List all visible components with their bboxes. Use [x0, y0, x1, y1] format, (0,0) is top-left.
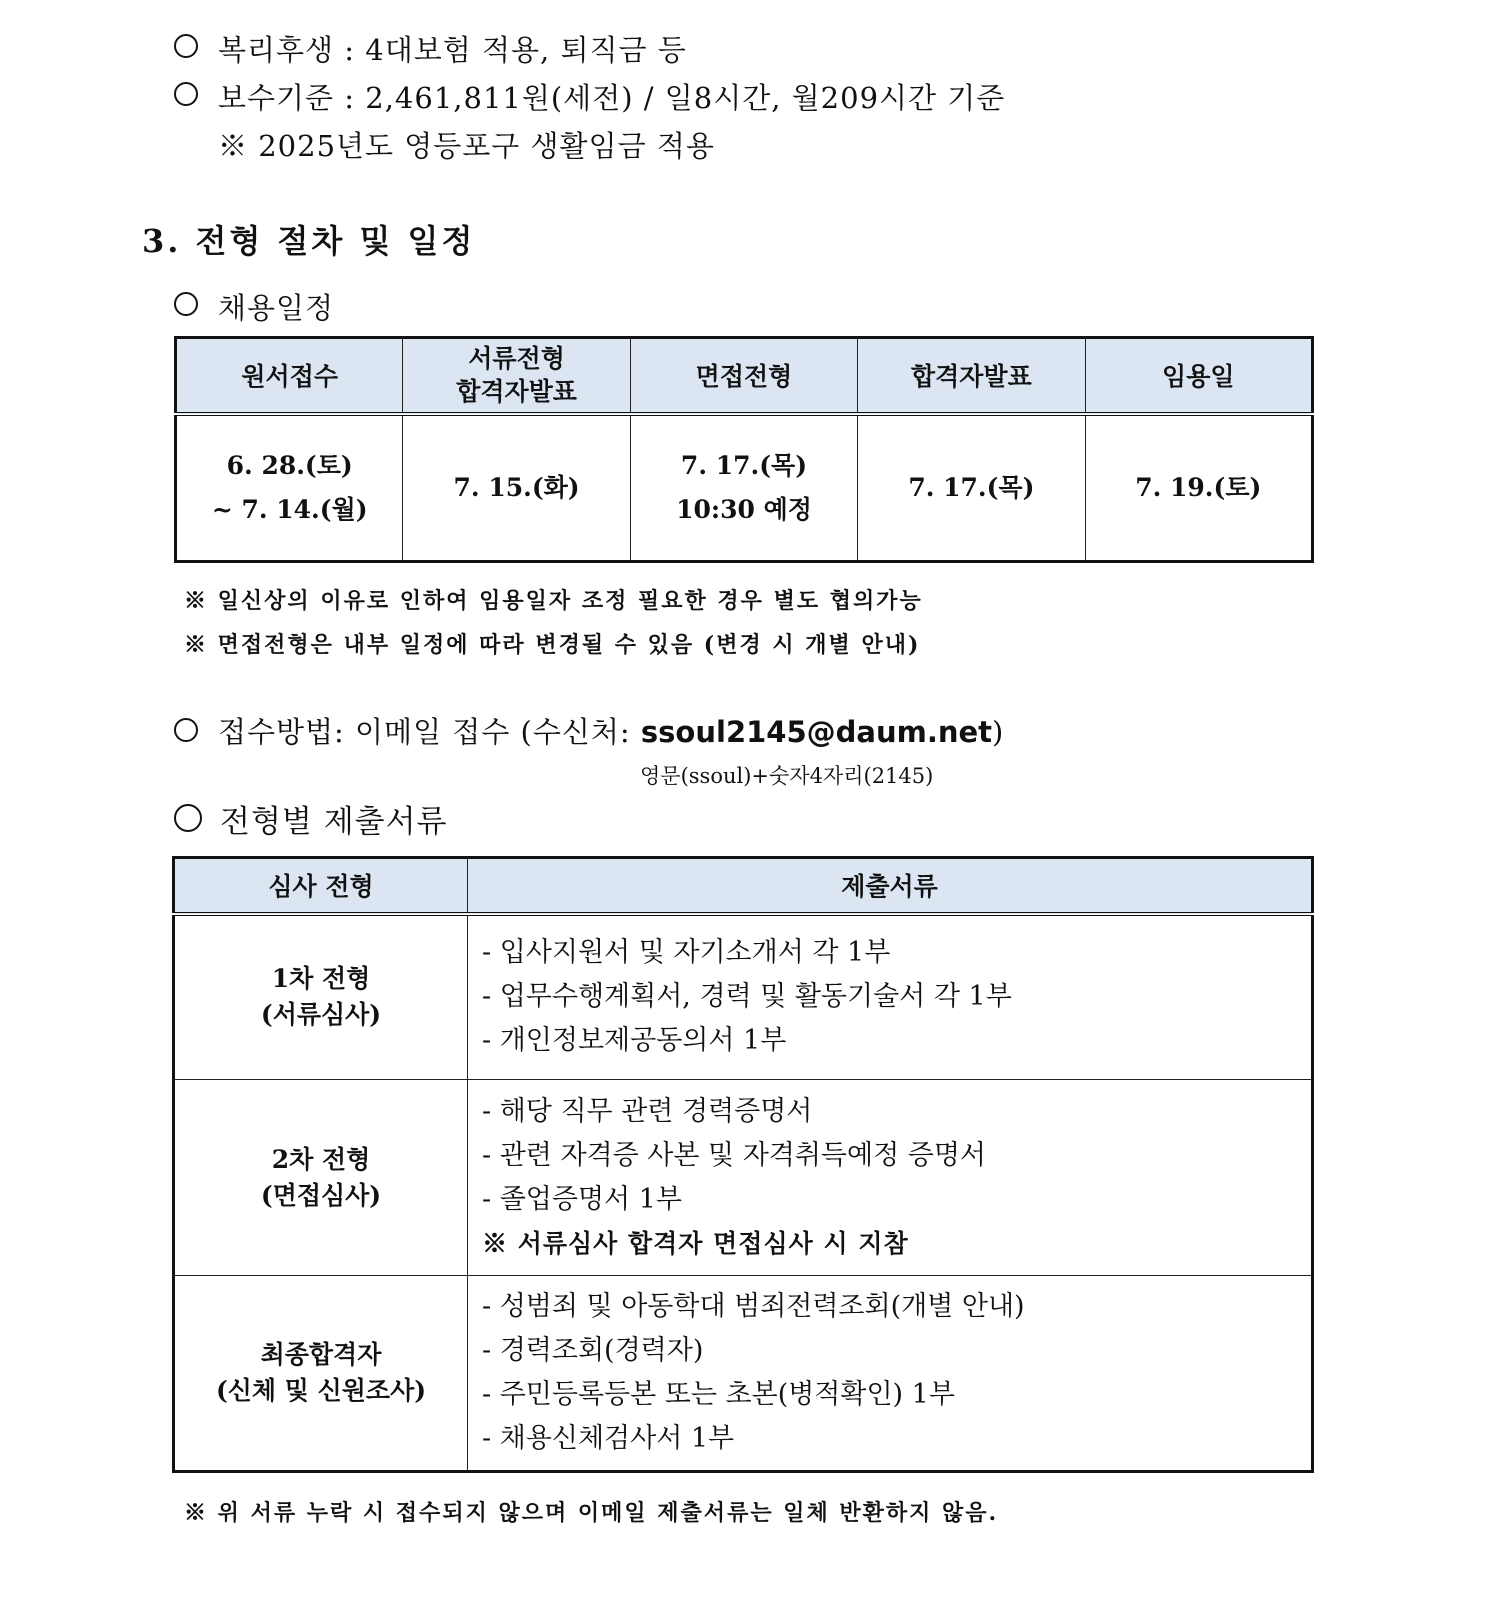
header-final-result: 합격자발표 [858, 338, 1085, 414]
document-item: - 입사지원서 및 자기소개서 각 1부 [482, 937, 891, 969]
document-item: - 개인정보제공동의서 1부 [482, 1025, 787, 1057]
document-item: - 경력조회(경력자) [482, 1335, 704, 1366]
stage-subtitle: (서류심사) [260, 1000, 382, 1030]
stage-cell [174, 914, 468, 1080]
stage-title: 최종합격자 [260, 1340, 382, 1369]
schedule-note-2: ※ 면접전형은 내부 일정에 따라 변경될 수 있음 (변경 시 개별 안내) [184, 632, 921, 658]
cell-start-date: 7. 19.(토) [1085, 414, 1312, 562]
final-note: ※ 위 서류 누락 시 접수되지 않으며 이메일 제출서류는 일체 반환하지 않음. [184, 1500, 999, 1526]
schedule-label: 채용일정 [218, 291, 335, 325]
bullet-circle-icon [174, 34, 198, 58]
header-start-date: 임용일 [1085, 338, 1312, 414]
document-item: - 업무수행계획서, 경력 및 활동기술서 각 1부 [482, 981, 1012, 1013]
document-item: - 졸업증명서 1부 [482, 1183, 682, 1215]
cell-document-result: 7. 15.(화) [403, 414, 630, 562]
apply-method [218, 710, 1004, 751]
header-document-result-line1: 서류전형 [468, 344, 565, 374]
docs-label: 전형별 제출서류 [220, 804, 448, 840]
section-title: 3. 전형 절차 및 일정 [142, 222, 476, 260]
apply-email: ssoul2145@daum.net [640, 715, 993, 749]
documents-cell [468, 914, 1313, 1080]
stage-subtitle: (신체 및 신원조사) [215, 1376, 427, 1405]
pay-line: 보수기준 : 2,461,811원(세전) / 일8시간, 월209시간 기준 [218, 81, 1006, 115]
apply-hint: 영문(ssoul)+숫자4자리(2145) [640, 764, 934, 788]
apply-prefix: 접수방법: 이메일 접수 (수신처: [218, 715, 641, 749]
header-stage: 심사 전형 [174, 858, 468, 914]
documents-cell [468, 1080, 1313, 1276]
table-row [174, 1276, 1313, 1472]
schedule-note-1: ※ 일신상의 이유로 인하여 임용일자 조정 필요한 경우 별도 협의가능 [184, 588, 923, 614]
schedule-table [174, 336, 1314, 563]
bullet-circle-icon [174, 804, 202, 832]
cell-application-period [176, 414, 403, 562]
documents-cell [468, 1276, 1313, 1472]
documents-table [172, 856, 1314, 1473]
stage-cell [174, 1276, 468, 1472]
pay-note: ※ 2025년도 영등포구 생활임금 적용 [218, 129, 715, 163]
document-item: - 해당 직무 관련 경력증명서 [482, 1095, 813, 1127]
header-interview: 면접전형 [630, 338, 857, 414]
document-note: ※ 서류심사 합격자 면접심사 시 지참 [482, 1228, 909, 1258]
header-application: 원서접수 [176, 338, 403, 414]
apply-suffix: ) [992, 715, 1005, 749]
stage-title: 2차 전형 [271, 1144, 371, 1174]
document-item: - 성범죄 및 아동학대 범죄전력조회(개별 안내) [482, 1291, 1025, 1322]
stage-title: 1차 전형 [271, 964, 371, 994]
header-document-result-line2: 합격자발표 [456, 377, 577, 407]
stage-subtitle: (면접심사) [260, 1180, 382, 1210]
document-item: - 주민등록등본 또는 초본(병적확인) 1부 [482, 1379, 955, 1410]
table-row [174, 914, 1313, 1080]
application-start: 6. 28.(토) [226, 450, 353, 480]
document-item: - 관련 자격증 사본 및 자격취득예정 증명서 [482, 1139, 987, 1171]
bullet-circle-icon [174, 718, 198, 742]
interview-date: 7. 17.(목) [680, 450, 808, 480]
cell-final-result: 7. 17.(목) [858, 414, 1085, 562]
stage-cell [174, 1080, 468, 1276]
bullet-circle-icon [174, 292, 198, 316]
header-documents: 제출서류 [468, 858, 1313, 914]
document-item: - 채용신체검사서 1부 [482, 1423, 735, 1454]
welfare-line: 복리후생 : 4대보험 적용, 퇴직금 등 [218, 33, 687, 67]
table-row [174, 1080, 1313, 1276]
cell-interview [630, 414, 857, 562]
application-end: ~ 7. 14.(월) [211, 494, 368, 524]
interview-time: 10:30 예정 [676, 494, 812, 524]
header-document-result [403, 338, 630, 414]
bullet-circle-icon [174, 82, 198, 106]
